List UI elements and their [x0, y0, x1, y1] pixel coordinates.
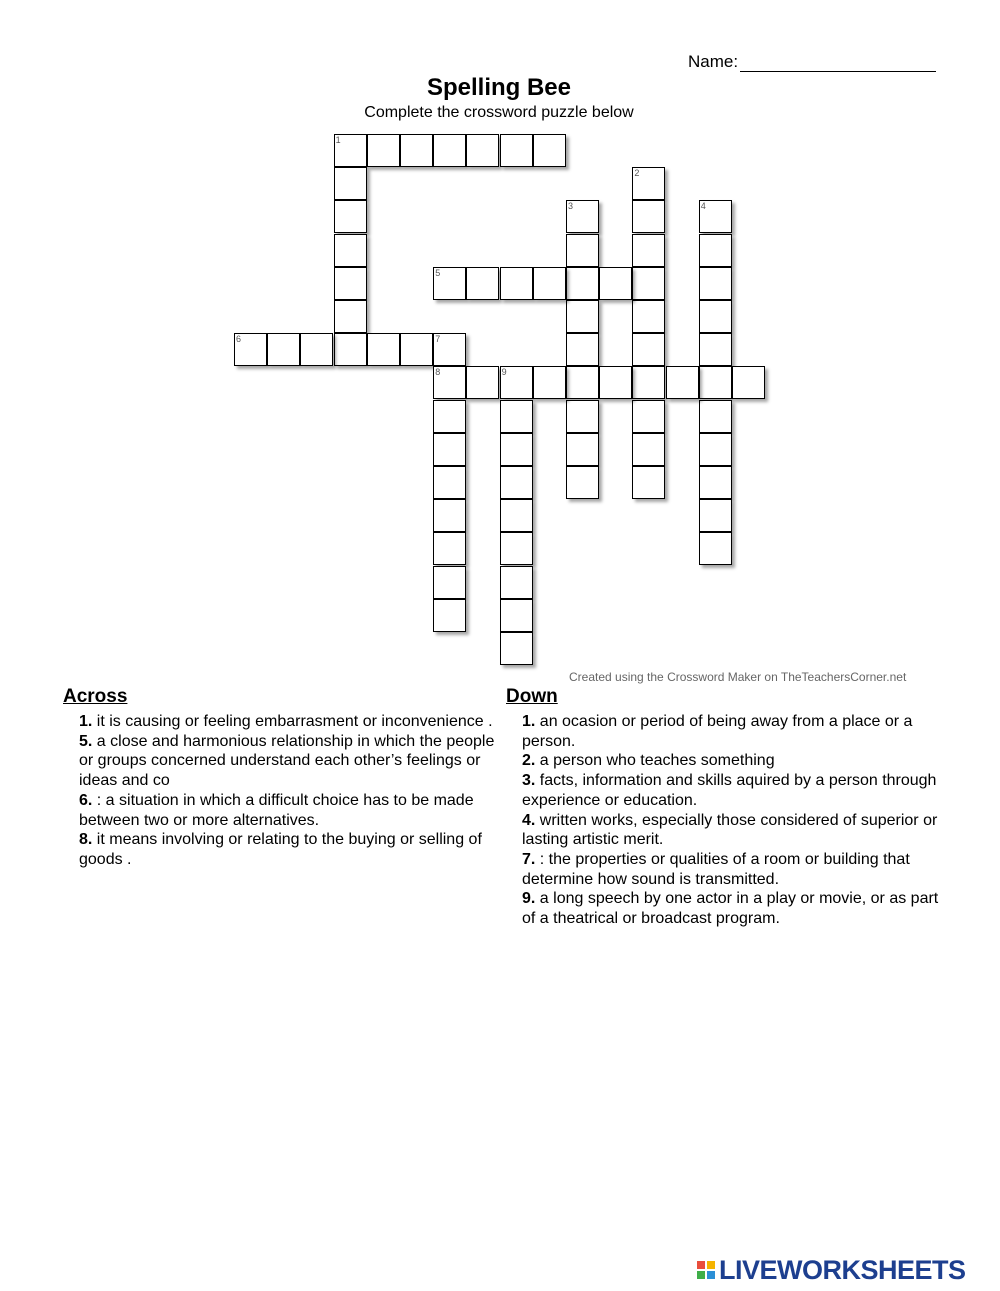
- crossword-cell[interactable]: [433, 499, 466, 532]
- crossword-cell[interactable]: [334, 234, 367, 267]
- clue-text: a long speech by one actor in a play or movie, or as part of a theatrical or broadcast program.: [522, 890, 939, 928]
- clue-number: 3.: [522, 772, 536, 790]
- clue-item: [522, 811, 946, 850]
- crossword-cell[interactable]: [566, 466, 599, 499]
- crossword-cell[interactable]: [699, 499, 732, 532]
- clue-number: 2.: [522, 752, 536, 770]
- logo-block: [697, 1271, 705, 1279]
- crossword-cell[interactable]: [234, 333, 267, 366]
- crossword-cell[interactable]: [433, 267, 466, 300]
- crossword-cell[interactable]: [533, 267, 566, 300]
- clue-number: 5.: [79, 732, 93, 750]
- crossword-cell[interactable]: [334, 200, 367, 233]
- cell-number: 7: [435, 334, 441, 345]
- logo-text: LIVEWORKSHEETS: [719, 1254, 966, 1285]
- clue-number: 1.: [522, 713, 536, 730]
- crossword-cell[interactable]: [500, 433, 533, 466]
- crossword-cell[interactable]: [500, 566, 533, 599]
- clue-number: 1.: [79, 713, 93, 730]
- crossword-cell[interactable]: [566, 234, 599, 267]
- crossword-cell[interactable]: [632, 200, 665, 233]
- across-clues: [63, 686, 503, 870]
- crossword-cell[interactable]: [632, 466, 665, 499]
- clue-text: an ocasion or period of being away from a place or a person.: [522, 713, 913, 750]
- clue-text: written works, especially those considered of superior or lasting artistic merit.: [522, 811, 938, 849]
- liveworksheets-logo: [697, 1255, 966, 1285]
- crossword-cell[interactable]: [533, 134, 566, 167]
- clue-text: it is causing or feeling embarrasment or inconvenience .: [92, 713, 493, 730]
- crossword-cell[interactable]: [566, 400, 599, 433]
- clue-item: [79, 830, 503, 869]
- clue-number: 4.: [522, 811, 536, 829]
- crossword-cell[interactable]: [433, 400, 466, 433]
- crossword-cell[interactable]: [500, 632, 533, 665]
- clue-number: 7.: [522, 850, 536, 868]
- clue-item: [79, 712, 503, 732]
- clue-item: [522, 751, 946, 771]
- credit-text: Created using the Crossword Maker on TheTeachersCorner.net: [569, 670, 907, 684]
- name-label: Name:: [688, 52, 739, 71]
- cell-number: 4: [700, 201, 706, 212]
- crossword-cell[interactable]: [699, 532, 732, 565]
- across-heading: Across: [63, 686, 128, 707]
- crossword-cell[interactable]: [433, 433, 466, 466]
- crossword-cell[interactable]: [500, 134, 533, 167]
- clue-item: [79, 732, 503, 791]
- crossword-cell[interactable]: [500, 466, 533, 499]
- cell-number: 1: [335, 135, 341, 145]
- down-clues: [506, 686, 946, 929]
- cell-number: 9: [501, 367, 507, 378]
- crossword-cell[interactable]: [500, 599, 533, 632]
- clue-text: facts, information and skills aquired by a person through experience or education.: [522, 772, 937, 809]
- clue-text: a person who teaches something: [535, 752, 775, 770]
- crossword-cell[interactable]: [632, 333, 665, 366]
- clue-item: [522, 771, 946, 810]
- crossword-cell[interactable]: [666, 366, 699, 399]
- crossword-cell[interactable]: [433, 566, 466, 599]
- crossword-cell[interactable]: [599, 366, 632, 399]
- clue-item: [79, 791, 503, 830]
- crossword-cell[interactable]: [334, 167, 367, 200]
- crossword-cell[interactable]: [433, 134, 466, 167]
- crossword-cell[interactable]: [267, 333, 300, 366]
- crossword-cell[interactable]: [433, 466, 466, 499]
- logo-icon: [697, 1261, 715, 1279]
- crossword-cell[interactable]: [300, 333, 333, 366]
- crossword-cell[interactable]: [566, 366, 599, 399]
- crossword-cell[interactable]: [699, 366, 732, 399]
- crossword-cell[interactable]: [500, 400, 533, 433]
- crossword-cell[interactable]: [433, 532, 466, 565]
- crossword-cell[interactable]: [566, 333, 599, 366]
- crossword-cell[interactable]: [466, 134, 499, 167]
- crossword-cell[interactable]: [566, 267, 599, 300]
- clue-text: : a situation in which a difficult choice has to be made between two or more alternatives.: [79, 791, 474, 829]
- crossword-cell[interactable]: [699, 466, 732, 499]
- logo-block: [707, 1271, 715, 1279]
- clue-item: [522, 850, 946, 889]
- crossword-cell[interactable]: [334, 333, 367, 366]
- cell-number: 6: [236, 334, 242, 345]
- crossword-cell[interactable]: [632, 366, 665, 399]
- crossword-cell[interactable]: [699, 333, 732, 366]
- crossword-cell[interactable]: [632, 433, 665, 466]
- crossword-cell[interactable]: [500, 532, 533, 565]
- crossword-cell[interactable]: [433, 333, 466, 366]
- crossword-cell[interactable]: [367, 333, 400, 366]
- crossword-cell[interactable]: [732, 366, 765, 399]
- clue-item: [522, 889, 946, 928]
- crossword-cell[interactable]: [334, 267, 367, 300]
- cell-number: 5: [435, 267, 441, 278]
- crossword-cell[interactable]: [699, 433, 732, 466]
- crossword-cell[interactable]: [632, 234, 665, 267]
- cell-number: 2: [634, 168, 640, 179]
- cell-number: 3: [568, 201, 574, 212]
- crossword-cell[interactable]: [533, 366, 566, 399]
- crossword-cell[interactable]: [699, 400, 732, 433]
- down-clue-list: [506, 712, 946, 929]
- clue-text: it means involving or relating to the buying or selling of goods .: [79, 831, 482, 868]
- cell-number: 8: [435, 367, 441, 378]
- crossword-cell[interactable]: [400, 333, 433, 366]
- crossword-cell[interactable]: [566, 300, 599, 333]
- crossword-cell[interactable]: [500, 499, 533, 532]
- crossword-cell[interactable]: [334, 134, 367, 167]
- page-subtitle: Complete the crossword puzzle below: [364, 104, 634, 121]
- clue-item: [522, 712, 946, 751]
- logo-block: [707, 1261, 715, 1269]
- crossword-cell[interactable]: [599, 267, 632, 300]
- clue-number: 6.: [79, 791, 93, 809]
- crossword-cell[interactable]: [466, 267, 499, 300]
- crossword-cell[interactable]: [466, 366, 499, 399]
- crossword-cell[interactable]: [334, 300, 367, 333]
- clue-number: 9.: [522, 890, 536, 908]
- crossword-cell[interactable]: [500, 267, 533, 300]
- crossword-cell[interactable]: [400, 134, 433, 167]
- crossword-cell[interactable]: [367, 134, 400, 167]
- clue-number: 8.: [79, 831, 93, 849]
- crossword-cell[interactable]: [699, 300, 732, 333]
- crossword-cell[interactable]: [632, 267, 665, 300]
- across-clue-list: [63, 712, 503, 870]
- crossword-cell[interactable]: [699, 200, 732, 233]
- crossword-cell[interactable]: [632, 167, 665, 200]
- crossword-cell[interactable]: [500, 366, 533, 399]
- logo-block: [697, 1261, 705, 1269]
- crossword-cell[interactable]: [433, 599, 466, 632]
- crossword-cell[interactable]: [699, 267, 732, 300]
- crossword-cell[interactable]: [433, 366, 466, 399]
- down-heading: Down: [506, 686, 558, 707]
- crossword-cell[interactable]: [566, 200, 599, 233]
- crossword-cell[interactable]: [632, 400, 665, 433]
- crossword-cell[interactable]: [566, 433, 599, 466]
- crossword-cell[interactable]: [699, 234, 732, 267]
- page-title: Spelling Bee: [426, 74, 572, 101]
- clue-text: a close and harmonious relationship in which the people or groups concerned understand each other’s feelings or ideas and co: [79, 732, 495, 790]
- clue-text: : the properties or qualities of a room or building that determine how sound is transmitted.: [522, 850, 910, 888]
- crossword-cell[interactable]: [632, 300, 665, 333]
